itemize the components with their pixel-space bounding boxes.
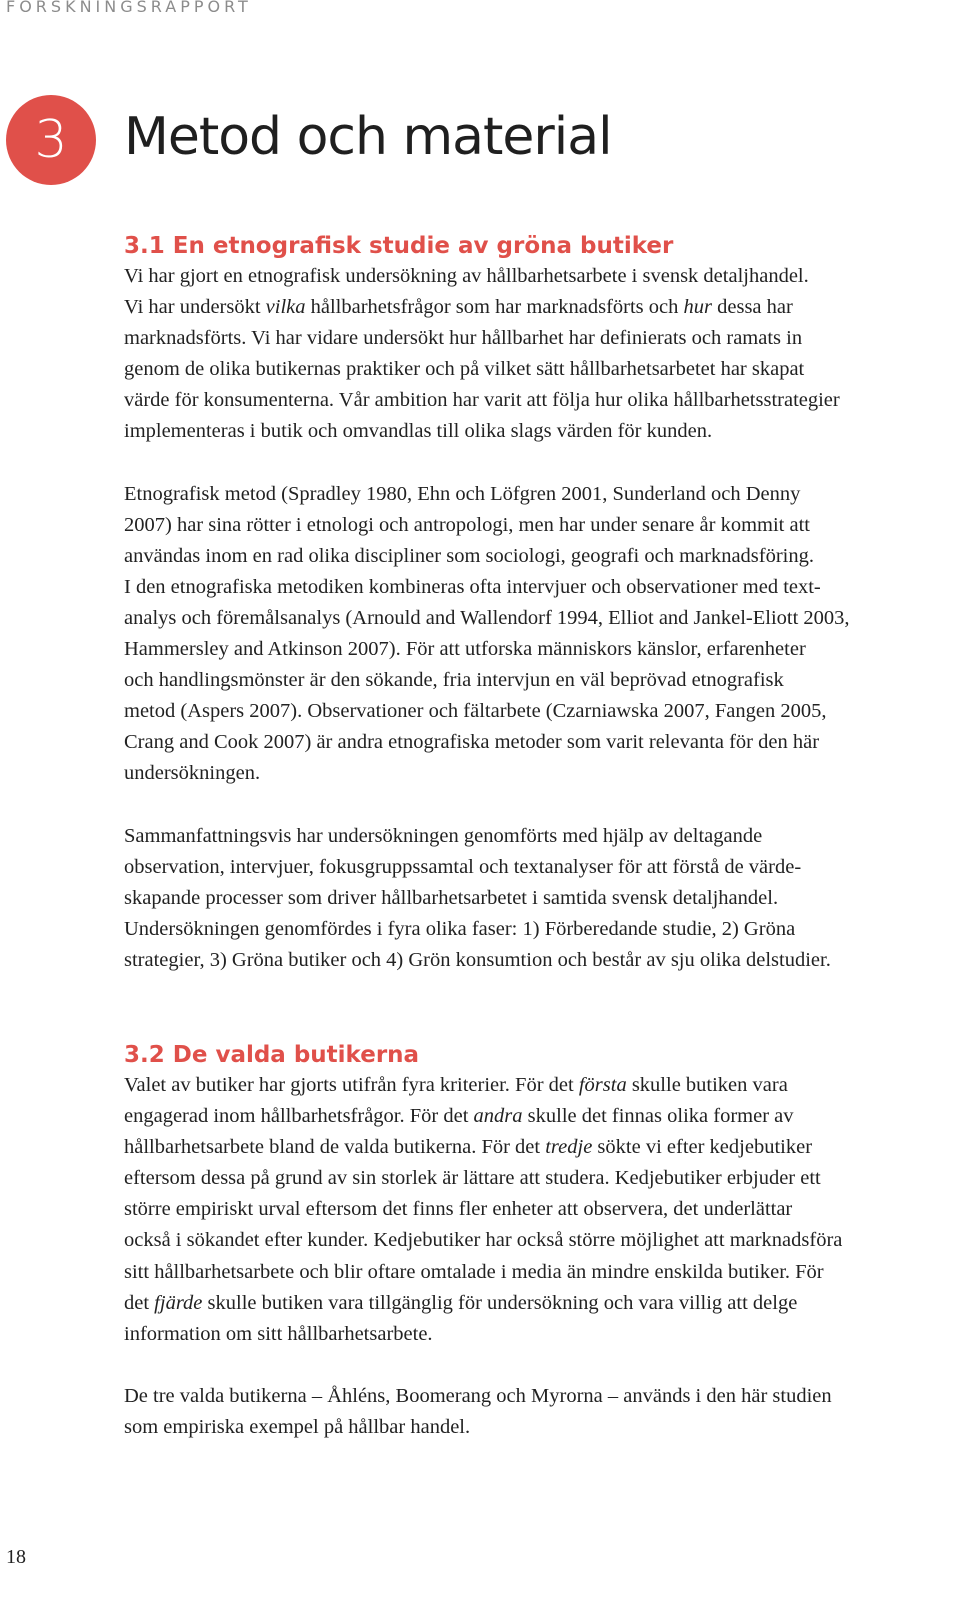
text-line: Etnografisk metod (Spradley 1980, Ehn och Löfgren 2001, Sunderland och Denny — [124, 482, 801, 505]
chapter-number-badge — [6, 95, 96, 185]
text-line: värde för konsumenterna. Vår ambition har varit att följa hur olika hållbarhetsstrategier — [124, 389, 840, 412]
text-line: skulle butiken vara — [626, 1074, 788, 1096]
text-line: observation, intervjuer, fokusgruppssamtal och textanalyser för att förstå de värde- — [124, 855, 802, 878]
text-line: Valet av butiker har gjorts utifrån fyra kriterier. För det — [124, 1074, 579, 1096]
text-line: eftersom dessa på grund av sin storlek är lättare att studera. Kedjebutiker erbjuder ett — [124, 1167, 821, 1190]
emphasis: tredje — [545, 1136, 593, 1159]
text-line: metod (Aspers 2007). Observationer och fältarbete (Czarniawska 2007, Fangen 2005, — [124, 700, 827, 723]
page-number: 18 — [6, 1546, 26, 1568]
paragraph — [124, 479, 936, 790]
text-line: information om sitt hållbarhetsarbete. — [124, 1322, 433, 1345]
text-line: sitt hållbarhetsarbete och blir oftare omtalade i media än mindre enskilda butiker. För — [124, 1260, 824, 1283]
text-line: skapande processer som driver hållbarhetsarbetet i samtida svensk detaljhandel. — [124, 886, 779, 909]
text-line: I den etnografiska metodiken kombineras ofta intervjuer och observationer med text- — [124, 575, 821, 598]
emphasis: hur — [683, 296, 712, 319]
text-line: Undersökningen genomfördes i fyra olika faser: 1) Förberedande studie, 2) Gröna — [124, 917, 796, 940]
text-line: större empiriskt urval eftersom det finns fler enheter att observera, det underlättar — [124, 1198, 793, 1221]
paragraph — [124, 1381, 936, 1443]
text-line: skulle det finnas olika former av — [522, 1105, 794, 1128]
section-heading: 3.1 En etnografisk studie av gröna butiker — [124, 233, 674, 259]
text-line: hållbarhetsarbete bland de valda butikerna. För det — [124, 1136, 546, 1159]
text-line: analys och föremålsanalys (Arnould and Wallendorf 1994, Elliot and Jankel-Eliott 2003, — [124, 606, 850, 629]
text-line: marknadsförts. Vi har vidare undersökt hur hållbarhet har definierats och ramats in — [124, 327, 803, 350]
emphasis: andra — [473, 1105, 523, 1128]
text-line: engagerad inom hållbarhetsfrågor. För det — [124, 1105, 474, 1128]
text-line: De tre valda butikerna – Åhléns, Boomerang och Myrorna – används i den här studien — [124, 1384, 832, 1407]
text-line: undersökningen. — [124, 762, 261, 785]
text-line: hållbarhetsfrågor som har marknadsförts och — [305, 296, 684, 319]
text-line: och handlingsmönster är den sökande, fria intervjun en väl beprövad etnografisk — [124, 669, 784, 692]
text-line: skulle butiken vara tillgänglig för undersökning och vara villig att delge — [202, 1291, 798, 1314]
text-line: Sammanfattningsvis har undersökningen genomförts med hjälp av deltagande — [124, 824, 763, 847]
text-line: dessa har — [712, 296, 793, 319]
text-line: sökte vi efter kedjebutiker — [592, 1136, 813, 1159]
text-line: Vi har gjort en etnografisk undersökning av hållbarhetsarbete i svensk detaljhandel. — [124, 265, 809, 287]
text-line: också i sökandet efter kunder. Kedjebutiker har också större möjlighet att marknadsföra — [124, 1229, 843, 1252]
text-line: Crang and Cook 2007) är andra etnografiska metoder som varit relevanta för den här — [124, 731, 820, 754]
emphasis: vilka — [265, 296, 306, 319]
text-line: användas inom en rad olika discipliner som sociologi, geografi och marknadsföring. — [124, 544, 814, 567]
text-line: det — [124, 1291, 155, 1314]
section-heading: 3.2 De valda butikerna — [124, 1042, 420, 1068]
section-3-1 — [124, 231, 936, 976]
running-header: FORSKNINGSRAPPORT — [6, 0, 252, 16]
paragraph — [124, 261, 936, 448]
chapter-number: 3 — [34, 110, 68, 170]
text-line: genom de olika butikernas praktiker och på vilket sätt hållbarhetsarbetet har skapat — [124, 358, 805, 381]
emphasis: fjärde — [154, 1291, 203, 1314]
text-line: Hammersley and Atkinson 2007). För att utforska människors känslor, erfarenheter — [124, 638, 806, 661]
section-3-2 — [124, 1040, 936, 1443]
text-line: 2007) har sina rötter i etnologi och antropologi, men har under senare år kommit att — [124, 513, 810, 536]
text-line: implementeras i butik och omvandlas till olika slags värden för kunden. — [124, 420, 713, 443]
text-line: strategier, 3) Gröna butiker och 4) Grön konsumtion och består av sju olika delstudier. — [124, 948, 831, 971]
text-line: som empiriska exempel på hållbar handel. — [124, 1415, 471, 1438]
text-line: Vi har undersökt — [124, 296, 266, 319]
paragraph — [124, 821, 936, 976]
emphasis: första — [578, 1074, 627, 1096]
chapter-title: Metod och material — [124, 107, 612, 167]
paragraph — [124, 1070, 936, 1350]
